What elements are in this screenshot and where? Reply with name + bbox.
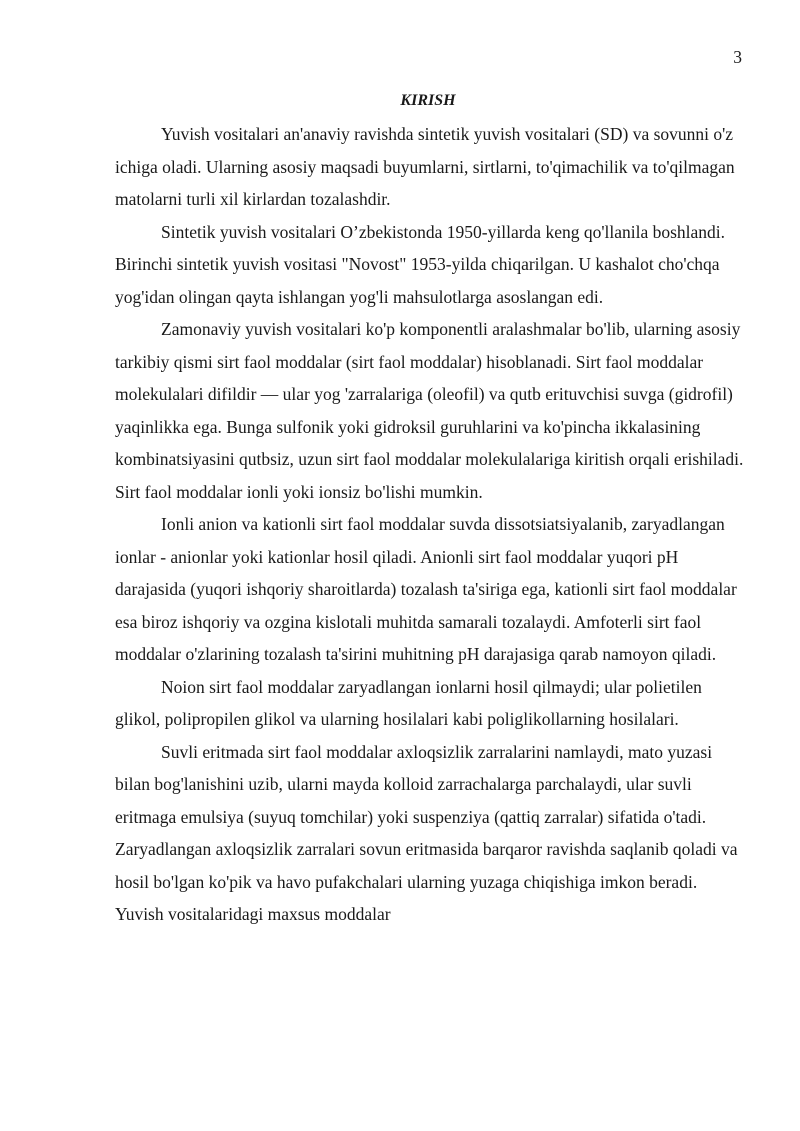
paragraph-2: Sintetik yuvish vositalari O’zbekistonda 1950-yillarda keng qo'llanila boshlandi. Birinchi sintetik yuvish vositasi "Novost" 1953-yilda chiqarilgan. U kashalot cho'chqa yog'idan olingan qayta ishlangan yog'li mahsulotlarga asoslangan edi. <box>115 221 726 307</box>
paragraph-4: Ionli anion va kationli sirt faol moddalar suvda dissotsiatsiyalanib, zaryadlangan ionlar - anionlar yoki kationlar hosil qiladi. Anionli sirt faol moddalar yuqori pH darajasida (yuqori ishqoriy sharoitlarda) tozalash ta'siriga ega, kationli sirt faol moddalar esa biroz ishqoriy va ozgina kislotali muhitda samarali tozalaydi. Amfoterli sirt faol moddalar o'zlarining tozalash ta'sirini muhitning pH darajasiga qarab namoyon qiladi. <box>115 514 737 664</box>
document-body <box>115 118 745 931</box>
paragraph-3: Zamonaviy yuvish vositalari ko'p komponentli aralashmalar bo'lib, ularning asosiy tarkibiy qismi sirt faol moddalar (sirt faol moddalar) hisoblanadi. Sirt faol moddalar molekulalari difildir — ular yog 'zarralariga (oleofil) va qutb erituvchisi suvga (gidrofil) yaqinlikka ega. Bunga sulfonik yoki gidroksil guruhlarini va ko'pincha ikkalasining kombinatsiyasini qutbsiz, uzun sirt faol moddalar molekulalariga kiritish orqali erishiladi. Sirt faol moddalar ionli yoki ionsiz bo'lishi mumkin. <box>115 319 744 502</box>
paragraph-6: Suvli eritmada sirt faol moddalar axloqsizlik zarralarini namlaydi, mato yuzasi bilan bog'lanishini uzib, ularni mayda kolloid zarrachalarga parchalaydi, ular suvli eritmaga emulsiya (suyuq tomchilar) yoki suspenziya (qattiq zarralar) sifatida o'tadi. Zaryadlangan axloqsizlik zarralari sovun eritmasida barqaror ravishda saqlanib qoladi va hosil bo'lgan ko'pik va havo pufakchalari ularning yuzaga chiqishiga imkon beradi. Yuvish vositalaridagi maxsus moddalar <box>115 741 738 924</box>
page-number: 3 <box>733 47 742 67</box>
paragraph-1: Yuvish vositalari an'anaviy ravishda sintetik yuvish vositalari (SD) va sovunni o'z ichiga oladi. Ularning asosiy maqsadi buyumlarni, sirtlarni, to'qimachilik va to'qilmagan matolarni turli xil kirlardan tozalashdir. <box>115 124 735 209</box>
paragraph-5: Noion sirt faol moddalar zaryadlangan ionlarni hosil qilmaydi; ular polietilen glikol, polipropilen glikol va ularning hosilalari kabi poliglikollarning hosilalari. <box>115 676 702 729</box>
section-heading: KIRISH <box>400 92 456 109</box>
